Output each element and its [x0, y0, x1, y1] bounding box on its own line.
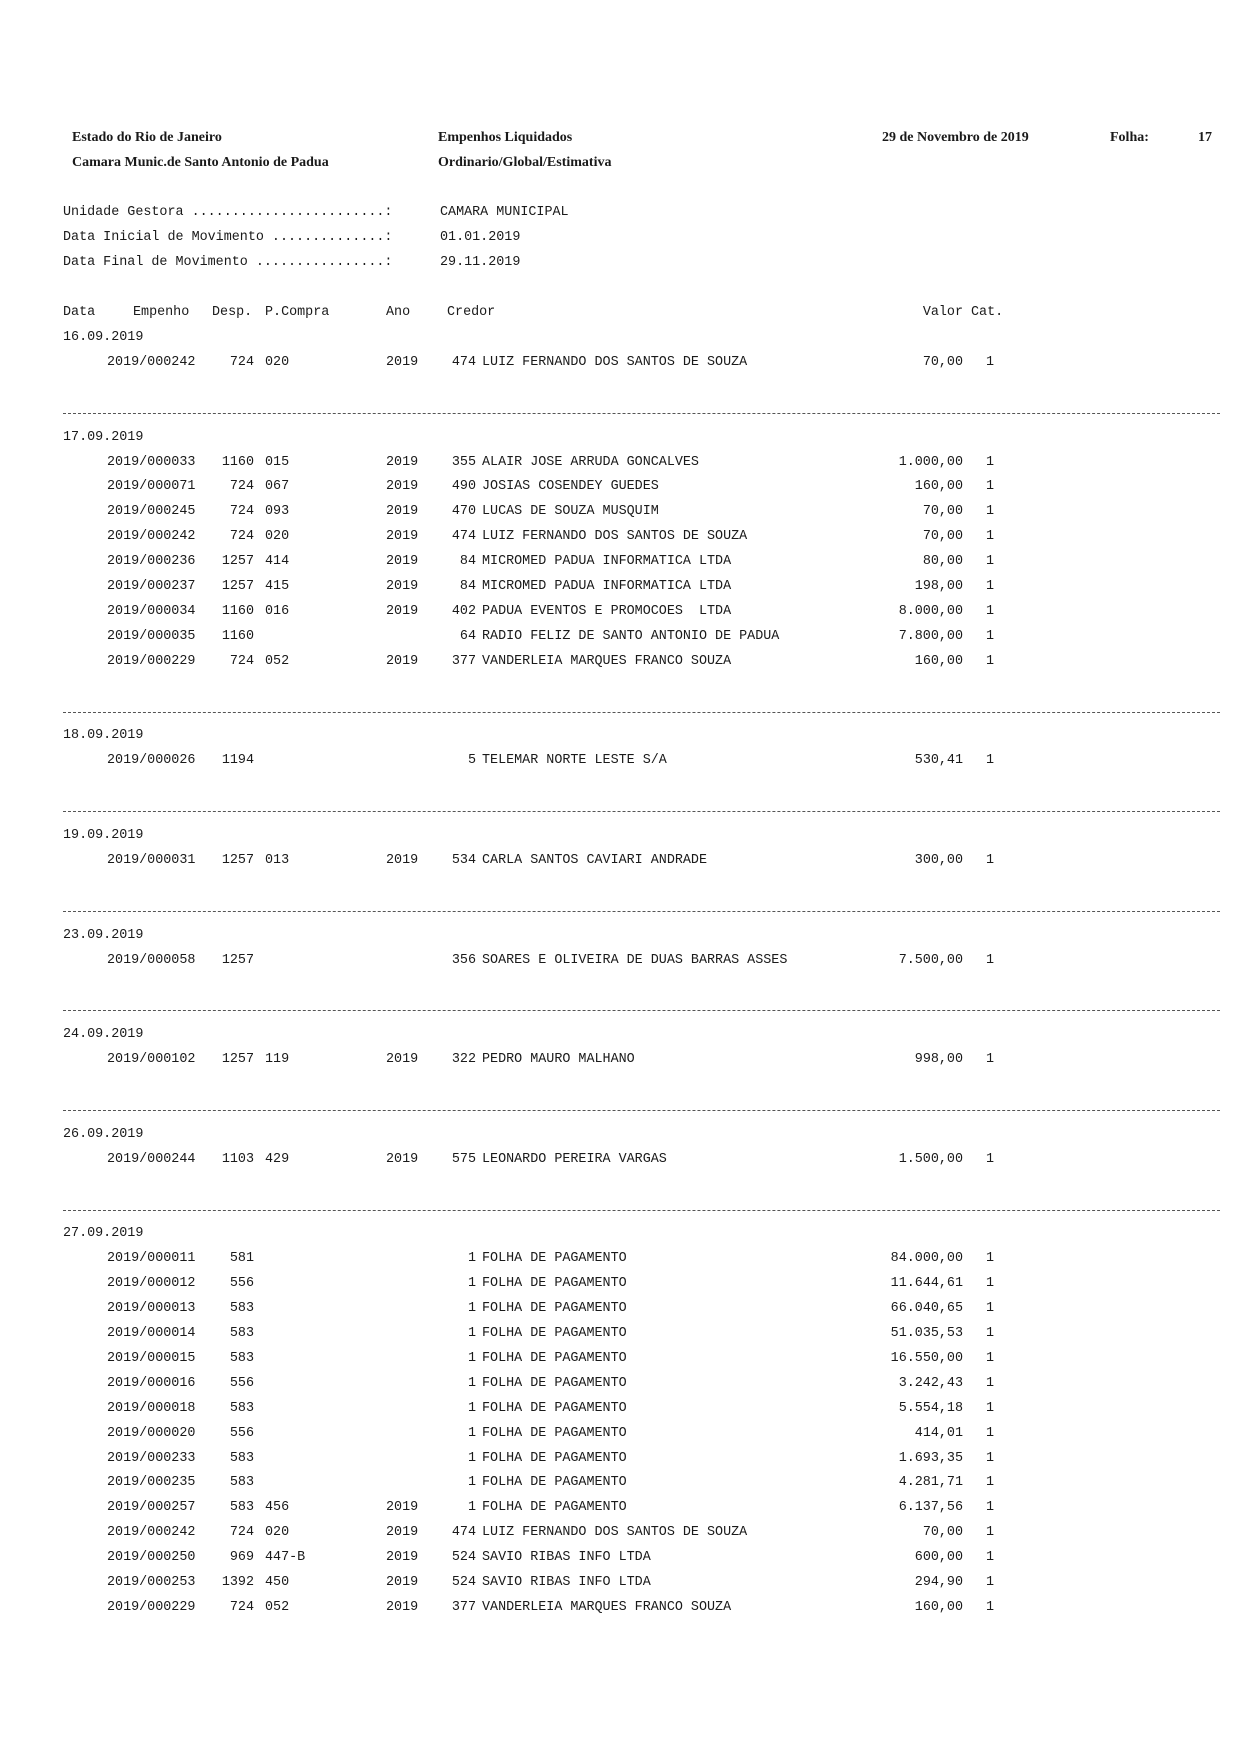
cell-credor: FOLHA DE PAGAMENTO [482, 1475, 627, 1491]
cell-desp: 583 [229, 1350, 254, 1366]
cell-empenho: 2019/000229 [107, 1599, 196, 1615]
group-date: 17.09.2019 [63, 429, 144, 445]
col-ano: Ano [386, 305, 411, 320]
cell-pcompra: 415 [265, 579, 290, 594]
cell-ano: 2019 [386, 1500, 419, 1516]
cell-cat: 1 [986, 1350, 995, 1366]
cell-empenho: 2019/000257 [107, 1500, 196, 1516]
group-separator [63, 1010, 1220, 1011]
cell-valor: 51.035,53 [890, 1326, 963, 1341]
cell-valor: 300,00 [914, 852, 963, 868]
cell-desp: 1257 [221, 1052, 254, 1068]
cell-valor: 600,00 [914, 1550, 963, 1566]
cell-empenho: 2019/000236 [107, 554, 196, 570]
cell-credor: FOLHA DE PAGAMENTO [482, 1326, 627, 1341]
folha-number: 17 [1198, 130, 1212, 145]
cell-valor: 16.550,00 [890, 1350, 963, 1366]
cell-cat: 1 [986, 554, 995, 570]
cell-empenho: 2019/000102 [107, 1052, 196, 1068]
cell-valor: 11.644,61 [890, 1276, 963, 1292]
cell-empenho: 2019/000035 [107, 628, 196, 644]
cell-pcompra: 013 [265, 852, 290, 868]
cell-desp: 724 [229, 354, 254, 370]
cell-credor: MICROMED PADUA INFORMATICA LTDA [482, 554, 732, 570]
cell-desp: 1392 [221, 1575, 254, 1590]
cell-valor: 530,41 [914, 753, 963, 769]
cell-cat: 1 [986, 1052, 995, 1068]
cell-valor: 7.500,00 [898, 952, 963, 968]
cell-empenho: 2019/000016 [107, 1375, 196, 1391]
header-entity: Camara Munic.de Santo Antonio de Padua [72, 155, 329, 170]
cell-pcompra: 020 [265, 1525, 290, 1541]
cell-desp: 1160 [221, 603, 254, 619]
cell-desp: 583 [229, 1450, 254, 1466]
cell-valor: 70,00 [922, 504, 963, 520]
meta-value: 01.01.2019 [440, 230, 521, 245]
cell-ano: 2019 [386, 479, 419, 495]
group-date: 24.09.2019 [63, 1027, 144, 1043]
cell-pcompra: 020 [265, 529, 290, 545]
cell-desp: 724 [229, 1599, 254, 1615]
cell-desp: 1257 [221, 852, 254, 868]
cell-desp: 1160 [221, 628, 254, 644]
cell-code: 1 [467, 1326, 476, 1341]
meta-label: Unidade Gestora ........................: [63, 205, 393, 220]
cell-empenho: 2019/000242 [107, 1525, 196, 1541]
cell-credor: MICROMED PADUA INFORMATICA LTDA [482, 579, 732, 594]
cell-pcompra: 052 [265, 653, 290, 669]
cell-code: 322 [451, 1052, 476, 1068]
cell-desp: 724 [229, 653, 254, 669]
cell-valor: 7.800,00 [898, 628, 963, 644]
cell-cat: 1 [986, 529, 995, 545]
cell-valor: 6.137,56 [898, 1500, 963, 1516]
cell-cat: 1 [986, 1599, 995, 1615]
cell-credor: LUIZ FERNANDO DOS SANTOS DE SOUZA [482, 529, 748, 545]
cell-valor: 198,00 [914, 579, 963, 594]
cell-code: 377 [451, 1599, 476, 1615]
cell-desp: 583 [229, 1400, 254, 1416]
cell-cat: 1 [986, 1301, 995, 1317]
cell-pcompra: 429 [265, 1151, 290, 1167]
cell-ano: 2019 [386, 1550, 419, 1566]
cell-pcompra: 447-B [265, 1550, 306, 1566]
cell-ano: 2019 [386, 1151, 419, 1167]
cell-credor: FOLHA DE PAGAMENTO [482, 1450, 627, 1466]
cell-pcompra: 067 [265, 479, 290, 495]
cell-code: 1 [467, 1350, 476, 1366]
cell-cat: 1 [986, 852, 995, 868]
cell-empenho: 2019/000012 [107, 1276, 196, 1292]
cell-credor: FOLHA DE PAGAMENTO [482, 1400, 627, 1416]
cell-empenho: 2019/000253 [107, 1575, 196, 1590]
cell-credor: FOLHA DE PAGAMENTO [482, 1425, 627, 1441]
cell-valor: 160,00 [914, 653, 963, 669]
cell-desp: 556 [229, 1425, 254, 1441]
cell-credor: FOLHA DE PAGAMENTO [482, 1276, 627, 1292]
cell-credor: CARLA SANTOS CAVIARI ANDRADE [482, 852, 707, 868]
cell-desp: 583 [229, 1500, 254, 1516]
cell-empenho: 2019/000015 [107, 1350, 196, 1366]
cell-empenho: 2019/000250 [107, 1550, 196, 1566]
cell-cat: 1 [986, 1425, 995, 1441]
cell-ano: 2019 [386, 454, 419, 470]
cell-cat: 1 [986, 1375, 995, 1391]
group-separator [63, 413, 1220, 414]
cell-code: 377 [451, 653, 476, 669]
cell-code: 1 [467, 1475, 476, 1491]
cell-empenho: 2019/000235 [107, 1475, 196, 1491]
report-title: Empenhos Liquidados [438, 130, 573, 145]
cell-desp: 969 [229, 1550, 254, 1566]
cell-credor: LUIZ FERNANDO DOS SANTOS DE SOUZA [482, 354, 748, 370]
cell-desp: 1257 [221, 579, 254, 594]
cell-desp: 1160 [221, 454, 254, 470]
cell-empenho: 2019/000018 [107, 1400, 196, 1416]
cell-cat: 1 [986, 1251, 995, 1267]
cell-ano: 2019 [386, 653, 419, 669]
cell-cat: 1 [986, 1326, 995, 1341]
cell-code: 84 [459, 554, 476, 570]
cell-empenho: 2019/000058 [107, 952, 196, 968]
cell-code: 534 [451, 852, 476, 868]
cell-valor: 4.281,71 [898, 1475, 963, 1491]
cell-credor: SOARES E OLIVEIRA DE DUAS BARRAS ASSES [482, 952, 788, 968]
cell-ano: 2019 [386, 852, 419, 868]
cell-pcompra: 414 [265, 554, 290, 570]
cell-empenho: 2019/000245 [107, 504, 196, 520]
cell-cat: 1 [986, 1400, 995, 1416]
cell-cat: 1 [986, 579, 995, 594]
cell-credor: JOSIAS COSENDEY GUEDES [482, 479, 659, 495]
cell-credor: PADUA EVENTOS E PROMOCOES LTDA [482, 603, 732, 619]
cell-code: 1 [467, 1276, 476, 1292]
report-date: 29 de Novembro de 2019 [882, 130, 1029, 145]
cell-code: 1 [467, 1375, 476, 1391]
cell-valor: 3.242,43 [898, 1375, 963, 1391]
cell-credor: LEONARDO PEREIRA VARGAS [482, 1151, 667, 1167]
cell-pcompra: 093 [265, 504, 290, 520]
cell-cat: 1 [986, 1525, 995, 1541]
cell-code: 474 [451, 354, 476, 370]
col-cat: Cat. [971, 305, 1004, 320]
meta-value: 29.11.2019 [440, 255, 521, 270]
cell-empenho: 2019/000229 [107, 653, 196, 669]
cell-cat: 1 [986, 1450, 995, 1466]
cell-code: 474 [451, 529, 476, 545]
col-data: Data [63, 305, 96, 320]
cell-empenho: 2019/000031 [107, 852, 196, 868]
group-date: 23.09.2019 [63, 927, 144, 943]
cell-ano: 2019 [386, 354, 419, 370]
cell-desp: 724 [229, 529, 254, 545]
cell-code: 1 [467, 1450, 476, 1466]
cell-empenho: 2019/000011 [107, 1251, 196, 1267]
cell-cat: 1 [986, 1500, 995, 1516]
cell-code: 1 [467, 1425, 476, 1441]
col-valor: Valor [922, 305, 963, 320]
cell-credor: SAVIO RIBAS INFO LTDA [482, 1550, 651, 1566]
cell-empenho: 2019/000033 [107, 454, 196, 470]
cell-cat: 1 [986, 479, 995, 495]
cell-code: 356 [451, 952, 476, 968]
group-date: 19.09.2019 [63, 828, 144, 843]
folha-label: Folha: [1110, 130, 1149, 145]
cell-credor: FOLHA DE PAGAMENTO [482, 1251, 627, 1267]
cell-valor: 84.000,00 [890, 1251, 963, 1267]
cell-ano: 2019 [386, 1052, 419, 1068]
cell-cat: 1 [986, 454, 995, 470]
cell-valor: 998,00 [914, 1052, 963, 1068]
cell-code: 490 [451, 479, 476, 495]
cell-credor: FOLHA DE PAGAMENTO [482, 1500, 627, 1516]
cell-desp: 1103 [221, 1151, 254, 1167]
report-subtitle: Ordinario/Global/Estimativa [438, 155, 612, 170]
cell-pcompra: 456 [265, 1500, 290, 1516]
cell-desp: 724 [229, 479, 254, 495]
group-date: 18.09.2019 [63, 728, 144, 744]
cell-credor: TELEMAR NORTE LESTE S/A [482, 753, 667, 769]
cell-code: 402 [451, 603, 476, 619]
cell-cat: 1 [986, 1575, 995, 1590]
cell-desp: 1257 [221, 554, 254, 570]
cell-valor: 70,00 [922, 1525, 963, 1541]
cell-empenho: 2019/000013 [107, 1301, 196, 1317]
cell-cat: 1 [986, 628, 995, 644]
cell-ano: 2019 [386, 1525, 419, 1541]
cell-valor: 1.000,00 [898, 454, 963, 470]
cell-credor: FOLHA DE PAGAMENTO [482, 1350, 627, 1366]
cell-code: 64 [459, 628, 476, 644]
col-pcompra: P.Compra [265, 305, 330, 320]
cell-pcompra: 015 [265, 454, 290, 470]
cell-cat: 1 [986, 1151, 995, 1167]
group-separator [63, 811, 1220, 812]
cell-pcompra: 119 [265, 1052, 290, 1068]
cell-valor: 1.693,35 [898, 1450, 963, 1466]
cell-desp: 556 [229, 1375, 254, 1391]
cell-valor: 80,00 [922, 554, 963, 570]
cell-valor: 66.040,65 [890, 1301, 963, 1317]
cell-desp: 724 [229, 504, 254, 520]
cell-valor: 294,90 [914, 1575, 963, 1590]
cell-desp: 724 [229, 1525, 254, 1541]
group-date: 16.09.2019 [63, 330, 144, 345]
col-empenho: Empenho [133, 305, 190, 320]
cell-empenho: 2019/000242 [107, 529, 196, 545]
cell-ano: 2019 [386, 554, 419, 570]
cell-code: 524 [451, 1575, 476, 1590]
cell-empenho: 2019/000026 [107, 753, 196, 769]
group-date: 26.09.2019 [63, 1126, 144, 1142]
cell-pcompra: 020 [265, 354, 290, 370]
cell-code: 5 [467, 753, 476, 769]
cell-credor: FOLHA DE PAGAMENTO [482, 1301, 627, 1317]
meta-label: Data Inicial de Movimento ..............: [63, 230, 393, 245]
group-separator [63, 1110, 1220, 1111]
cell-credor: PEDRO MAURO MALHANO [482, 1052, 635, 1068]
group-separator [63, 911, 1220, 912]
group-date: 27.09.2019 [63, 1226, 144, 1242]
cell-empenho: 2019/000244 [107, 1151, 196, 1167]
cell-ano: 2019 [386, 1575, 419, 1590]
cell-credor: RADIO FELIZ DE SANTO ANTONIO DE PADUA [482, 628, 780, 644]
cell-desp: 583 [229, 1326, 254, 1341]
cell-empenho: 2019/000237 [107, 579, 196, 594]
group-separator [63, 1210, 1220, 1211]
cell-desp: 583 [229, 1475, 254, 1491]
cell-credor: VANDERLEIA MARQUES FRANCO SOUZA [482, 1599, 732, 1615]
cell-code: 84 [459, 579, 476, 594]
cell-code: 1 [467, 1301, 476, 1317]
cell-credor: ALAIR JOSE ARRUDA GONCALVES [482, 454, 699, 470]
cell-empenho: 2019/000020 [107, 1425, 196, 1441]
cell-credor: SAVIO RIBAS INFO LTDA [482, 1575, 651, 1590]
cell-credor: LUIZ FERNANDO DOS SANTOS DE SOUZA [482, 1525, 748, 1541]
cell-credor: LUCAS DE SOUZA MUSQUIM [482, 504, 659, 520]
cell-cat: 1 [986, 354, 995, 370]
cell-ano: 2019 [386, 579, 419, 594]
cell-code: 1 [467, 1500, 476, 1516]
cell-code: 575 [451, 1151, 476, 1167]
cell-desp: 583 [229, 1301, 254, 1317]
cell-desp: 556 [229, 1276, 254, 1292]
cell-empenho: 2019/000034 [107, 603, 196, 619]
cell-empenho: 2019/000233 [107, 1450, 196, 1466]
cell-valor: 70,00 [922, 354, 963, 370]
cell-empenho: 2019/000071 [107, 479, 196, 495]
cell-pcompra: 016 [265, 603, 290, 619]
cell-cat: 1 [986, 1475, 995, 1491]
cell-cat: 1 [986, 952, 995, 968]
cell-cat: 1 [986, 1276, 995, 1292]
cell-code: 524 [451, 1550, 476, 1566]
meta-value: CAMARA MUNICIPAL [440, 205, 569, 220]
cell-cat: 1 [986, 504, 995, 520]
cell-ano: 2019 [386, 529, 419, 545]
cell-desp: 581 [229, 1251, 254, 1267]
cell-code: 474 [451, 1525, 476, 1541]
header-state: Estado do Rio de Janeiro [72, 130, 222, 145]
cell-cat: 1 [986, 1550, 995, 1566]
col-credor: Credor [447, 305, 496, 320]
cell-credor: VANDERLEIA MARQUES FRANCO SOUZA [482, 653, 732, 669]
cell-code: 470 [451, 504, 476, 520]
cell-code: 1 [467, 1251, 476, 1267]
cell-ano: 2019 [386, 1599, 419, 1615]
meta-label: Data Final de Movimento ................: [63, 255, 393, 270]
cell-cat: 1 [986, 653, 995, 669]
cell-valor: 160,00 [914, 479, 963, 495]
cell-desp: 1257 [221, 952, 254, 968]
cell-code: 1 [467, 1400, 476, 1416]
cell-valor: 1.500,00 [898, 1151, 963, 1167]
cell-pcompra: 450 [265, 1575, 290, 1590]
cell-valor: 8.000,00 [898, 603, 963, 619]
cell-valor: 160,00 [914, 1599, 963, 1615]
cell-credor: FOLHA DE PAGAMENTO [482, 1375, 627, 1391]
cell-desp: 1194 [221, 753, 254, 769]
cell-ano: 2019 [386, 504, 419, 520]
cell-code: 355 [451, 454, 476, 470]
cell-cat: 1 [986, 753, 995, 769]
cell-empenho: 2019/000014 [107, 1326, 196, 1341]
cell-pcompra: 052 [265, 1599, 290, 1615]
cell-ano: 2019 [386, 603, 419, 619]
group-separator [63, 712, 1220, 713]
col-desp: Desp. [212, 305, 253, 320]
cell-cat: 1 [986, 603, 995, 619]
cell-empenho: 2019/000242 [107, 354, 196, 370]
cell-valor: 414,01 [914, 1425, 963, 1441]
cell-valor: 5.554,18 [898, 1400, 963, 1416]
cell-valor: 70,00 [922, 529, 963, 545]
